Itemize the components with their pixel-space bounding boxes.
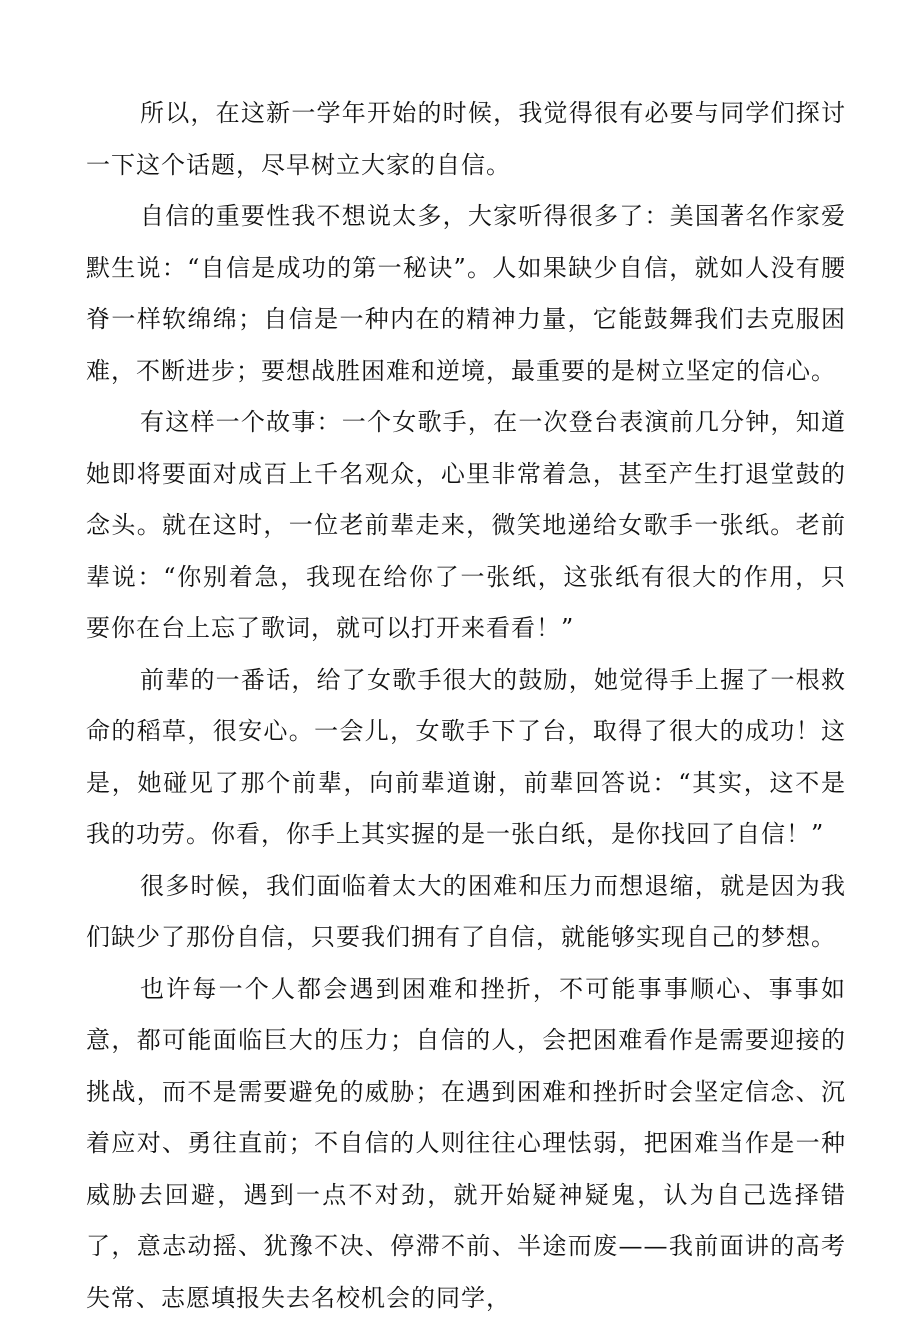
paragraph-5: 很多时候，我们面临着太大的困难和压力而想退缩，就是因为我们缺少了那份自信，只要我们拥有了自信，就能够实现自己的梦想。	[86, 861, 846, 964]
paragraph-2: 自信的重要性我不想说太多，大家听得很多了：美国著名作家爱默生说：“自信是成功的第一秘诀”。人如果缺少自信，就如人没有腰脊一样软绵绵；自信是一种内在的精神力量，它能鼓舞我们去克服困难，不断进步；要想战胜困难和逆境，最重要的是树立坚定的信心。	[86, 191, 846, 397]
paragraph-6: 也许每一个人都会遇到困难和挫折，不可能事事顺心、事事如意，都可能面临巨大的压力；自信的人，会把困难看作是需要迎接的挑战，而不是需要避免的威胁；在遇到困难和挫折时会坚定信念、沉着应对、勇往直前；不自信的人则往往心理怯弱，把困难当作是一种威胁去回避，遇到一点不对劲，就开始疑神疑鬼，认为自己选择错了，意志动摇、犹豫不决、停滞不前、半途而废——我前面讲的高考失常、志愿填报失去名校机会的同学，	[86, 964, 846, 1324]
paragraph-1: 所以，在这新一学年开始的时候，我觉得很有必要与同学们探讨一下这个话题，尽早树立大家的自信。	[86, 88, 846, 191]
paragraph-4: 前辈的一番话，给了女歌手很大的鼓励，她觉得手上握了一根救命的稻草，很安心。一会儿，女歌手下了台，取得了很大的成功！这是，她碰见了那个前辈，向前辈道谢，前辈回答说：“其实，这不是我的功劳。你看，你手上其实握的是一张白纸，是你找回了自信！”	[86, 655, 846, 861]
document-body	[86, 88, 846, 1324]
paragraph-3: 有这样一个故事：一个女歌手，在一次登台表演前几分钟，知道她即将要面对成百上千名观众，心里非常着急，甚至产生打退堂鼓的念头。就在这时，一位老前辈走来，微笑地递给女歌手一张纸。老前辈说：“你别着急，我现在给你了一张纸，这张纸有很大的作用，只要你在台上忘了歌词，就可以打开来看看！”	[86, 397, 846, 655]
